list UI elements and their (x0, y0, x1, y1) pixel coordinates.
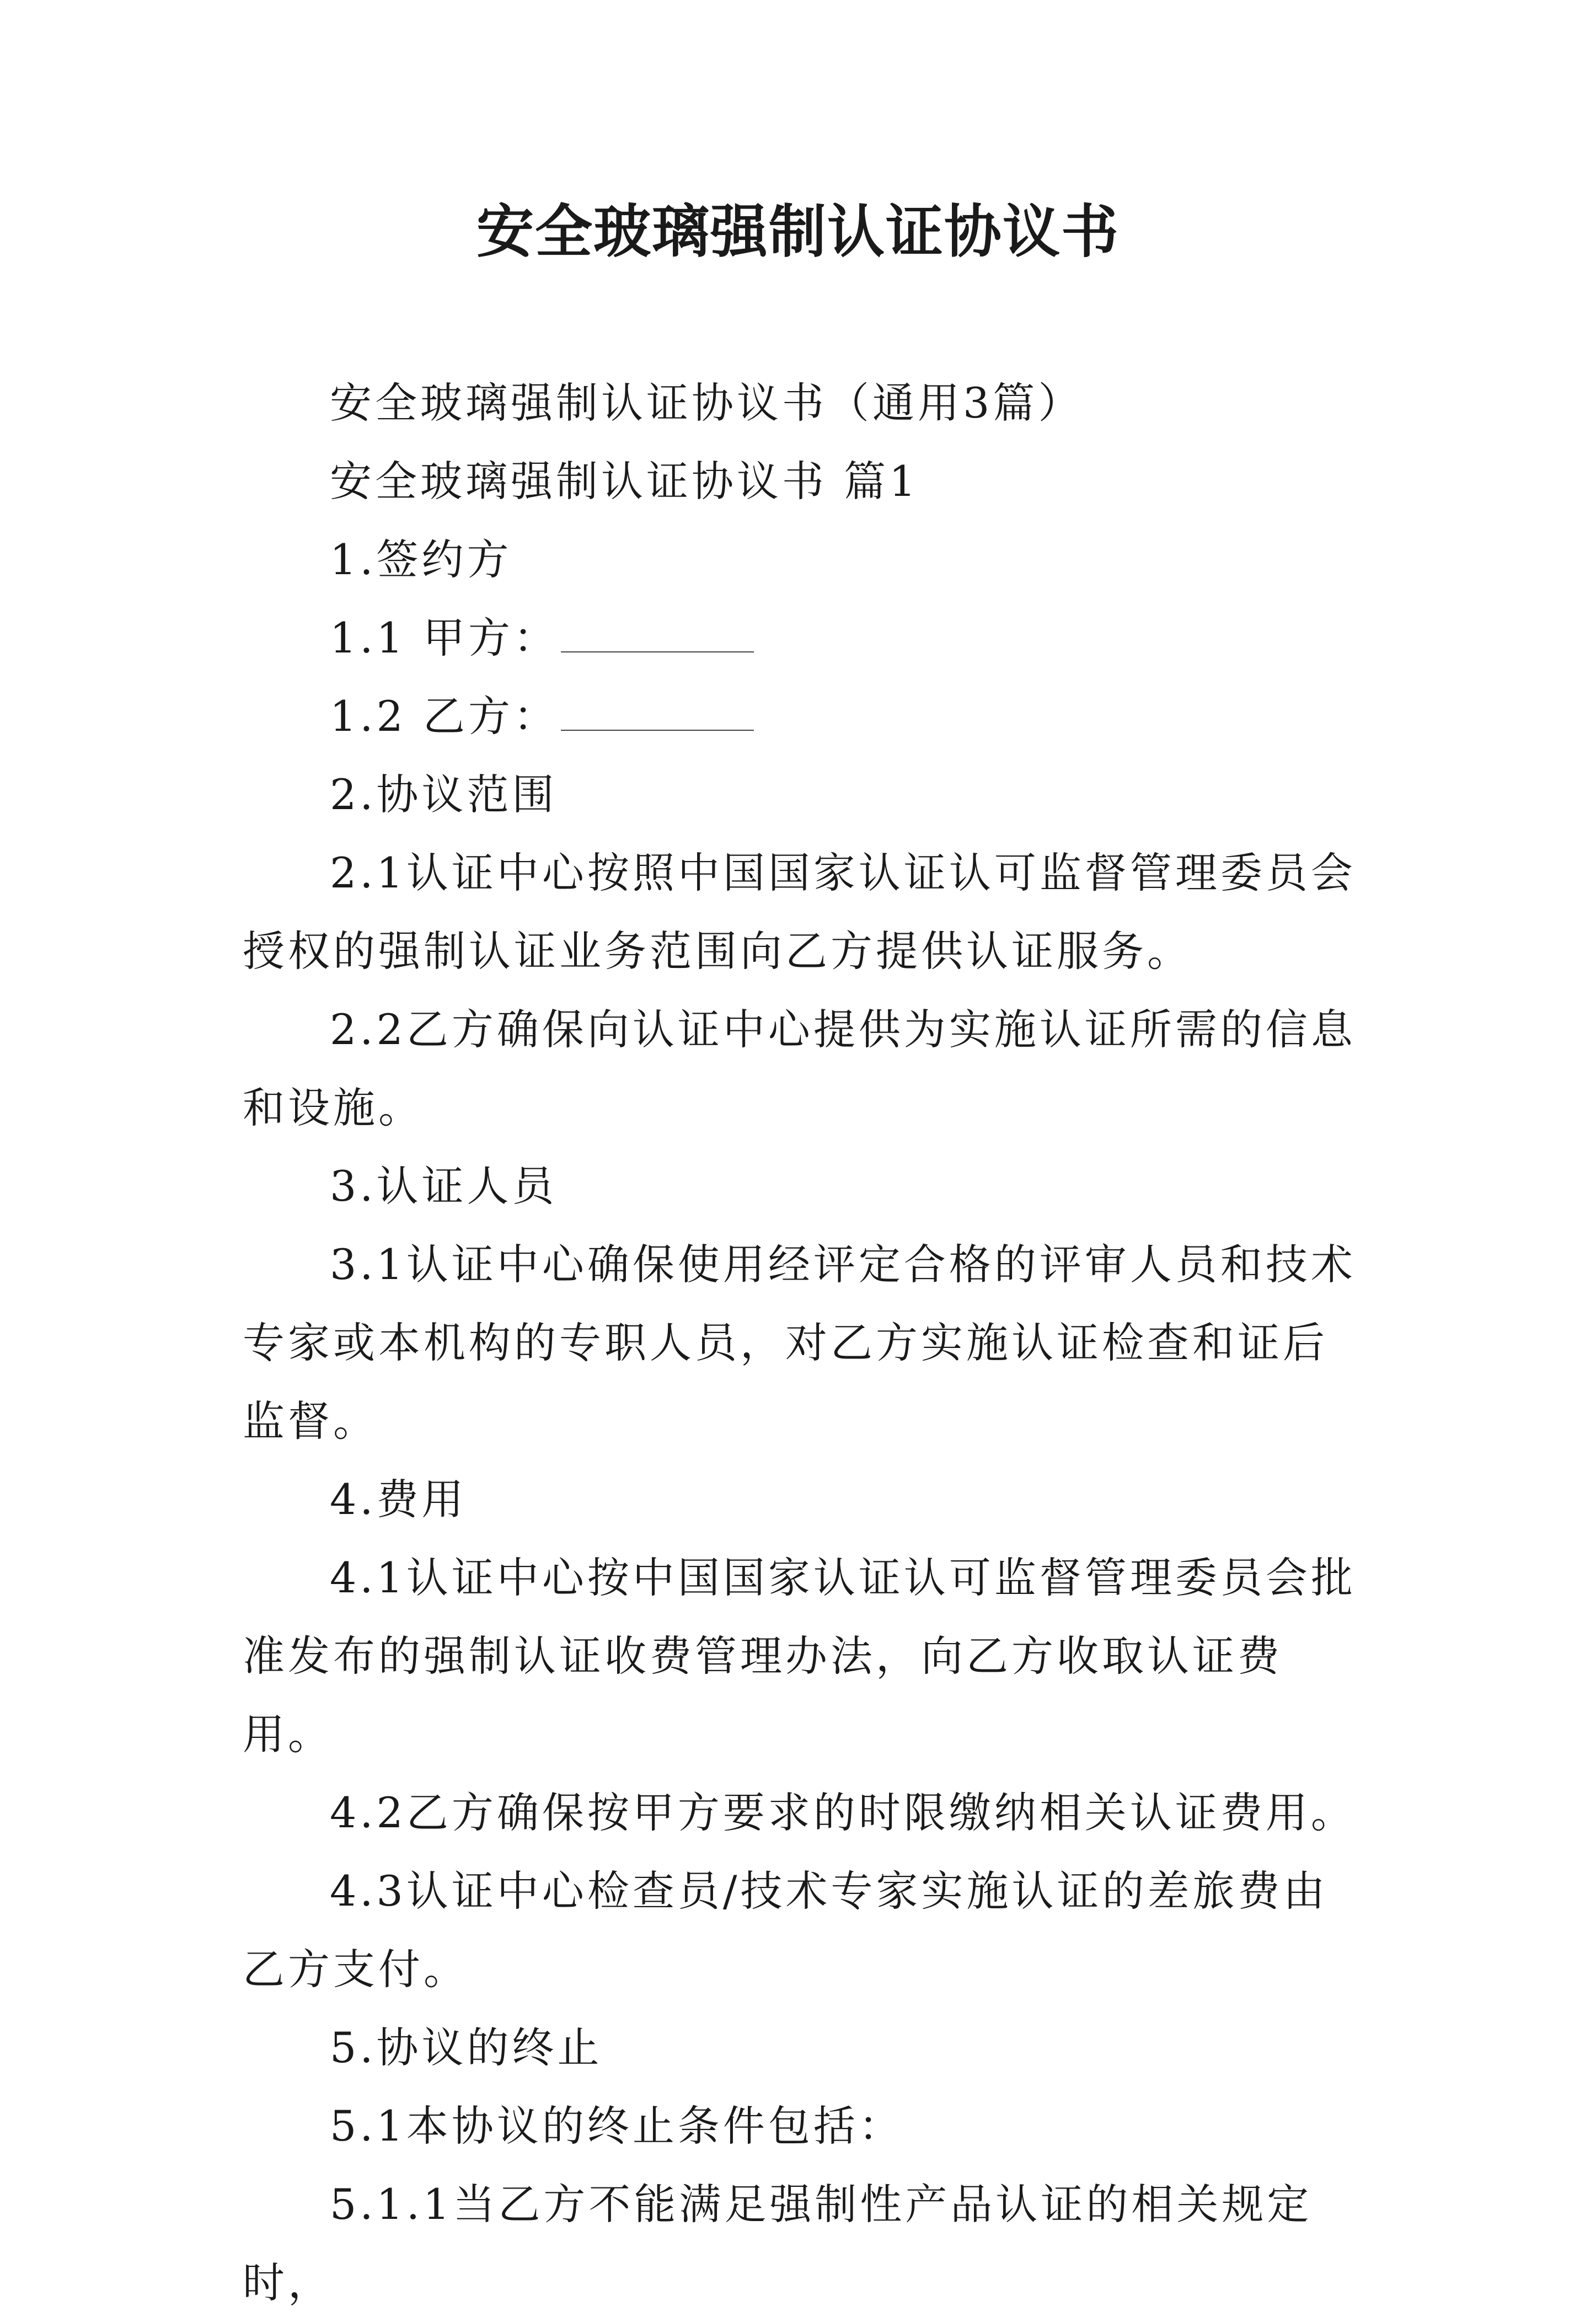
paragraph (243, 991, 1368, 1147)
paragraph-text: 3.认证人员 (330, 1162, 558, 1211)
paragraph-text: 1.1 甲方： (330, 613, 559, 662)
paragraph-text: 2.2乙方确保向认证中心提供为实施认证所需的信息和设施。 (243, 1005, 1356, 1132)
paragraph (243, 2165, 1368, 2322)
paragraph-text: 4.1认证中心按中国国家认证认可监督管理委员会批准发布的强制认证收费管理办法，向乙方收取认证费用。 (243, 1553, 1356, 1759)
paragraph-text: 安全玻璃强制认证协议书（通用3篇） (330, 378, 1084, 427)
paragraph-text: 4.3认证中心检查员/技术专家实施认证的差旅费由乙方支付。 (243, 1866, 1329, 1994)
paragraph (243, 599, 1368, 677)
paragraph-text: 5.1本协议的终止条件包括： (330, 2101, 904, 2150)
paragraph (243, 1460, 1368, 1539)
paragraph (243, 1852, 1368, 2009)
paragraph (243, 1774, 1368, 1852)
fill-in-blank-line (561, 607, 754, 652)
paragraph-text: 安全玻璃强制认证协议书 篇1 (330, 457, 919, 506)
paragraph-text: 5.协议的终止 (330, 2023, 603, 2072)
paragraph (243, 1147, 1368, 1226)
paragraph (243, 364, 1368, 442)
paragraph-text: 3.1认证中心确保使用经评定合格的评审人员和技术专家或本机构的专职人员，对乙方实施认证检查和证后监督。 (243, 1240, 1356, 1446)
paragraph (243, 1226, 1368, 1460)
document-title: 安全玻璃强制认证协议书 (476, 198, 1120, 265)
paragraph-text: 1.签约方 (330, 535, 512, 584)
paragraph-text: 5.1.1当乙方不能满足强制性产品认证的相关规定时， (243, 2180, 1313, 2307)
paragraph-text: 1.2 乙方： (330, 692, 559, 741)
paragraph-text: 2.1认证中心按照中国国家认证认可监督管理委员会授权的强制认证业务范围向乙方提供认证服务。 (243, 848, 1356, 976)
paragraph-text: 4.2乙方确保按甲方要求的时限缴纳相关认证费用。 (330, 1788, 1356, 1837)
paragraph (243, 1539, 1368, 1774)
fill-in-blank-line (561, 686, 754, 731)
paragraph-text: 4.费用 (330, 1475, 467, 1524)
paragraph (243, 442, 1368, 521)
paragraph (243, 2009, 1368, 2087)
document-body (243, 364, 1368, 2322)
paragraph (243, 521, 1368, 599)
paragraph (243, 677, 1368, 756)
paragraph (243, 756, 1368, 834)
paragraph (243, 834, 1368, 991)
paragraph-text: 2.协议范围 (330, 770, 558, 819)
paragraph (243, 2087, 1368, 2165)
